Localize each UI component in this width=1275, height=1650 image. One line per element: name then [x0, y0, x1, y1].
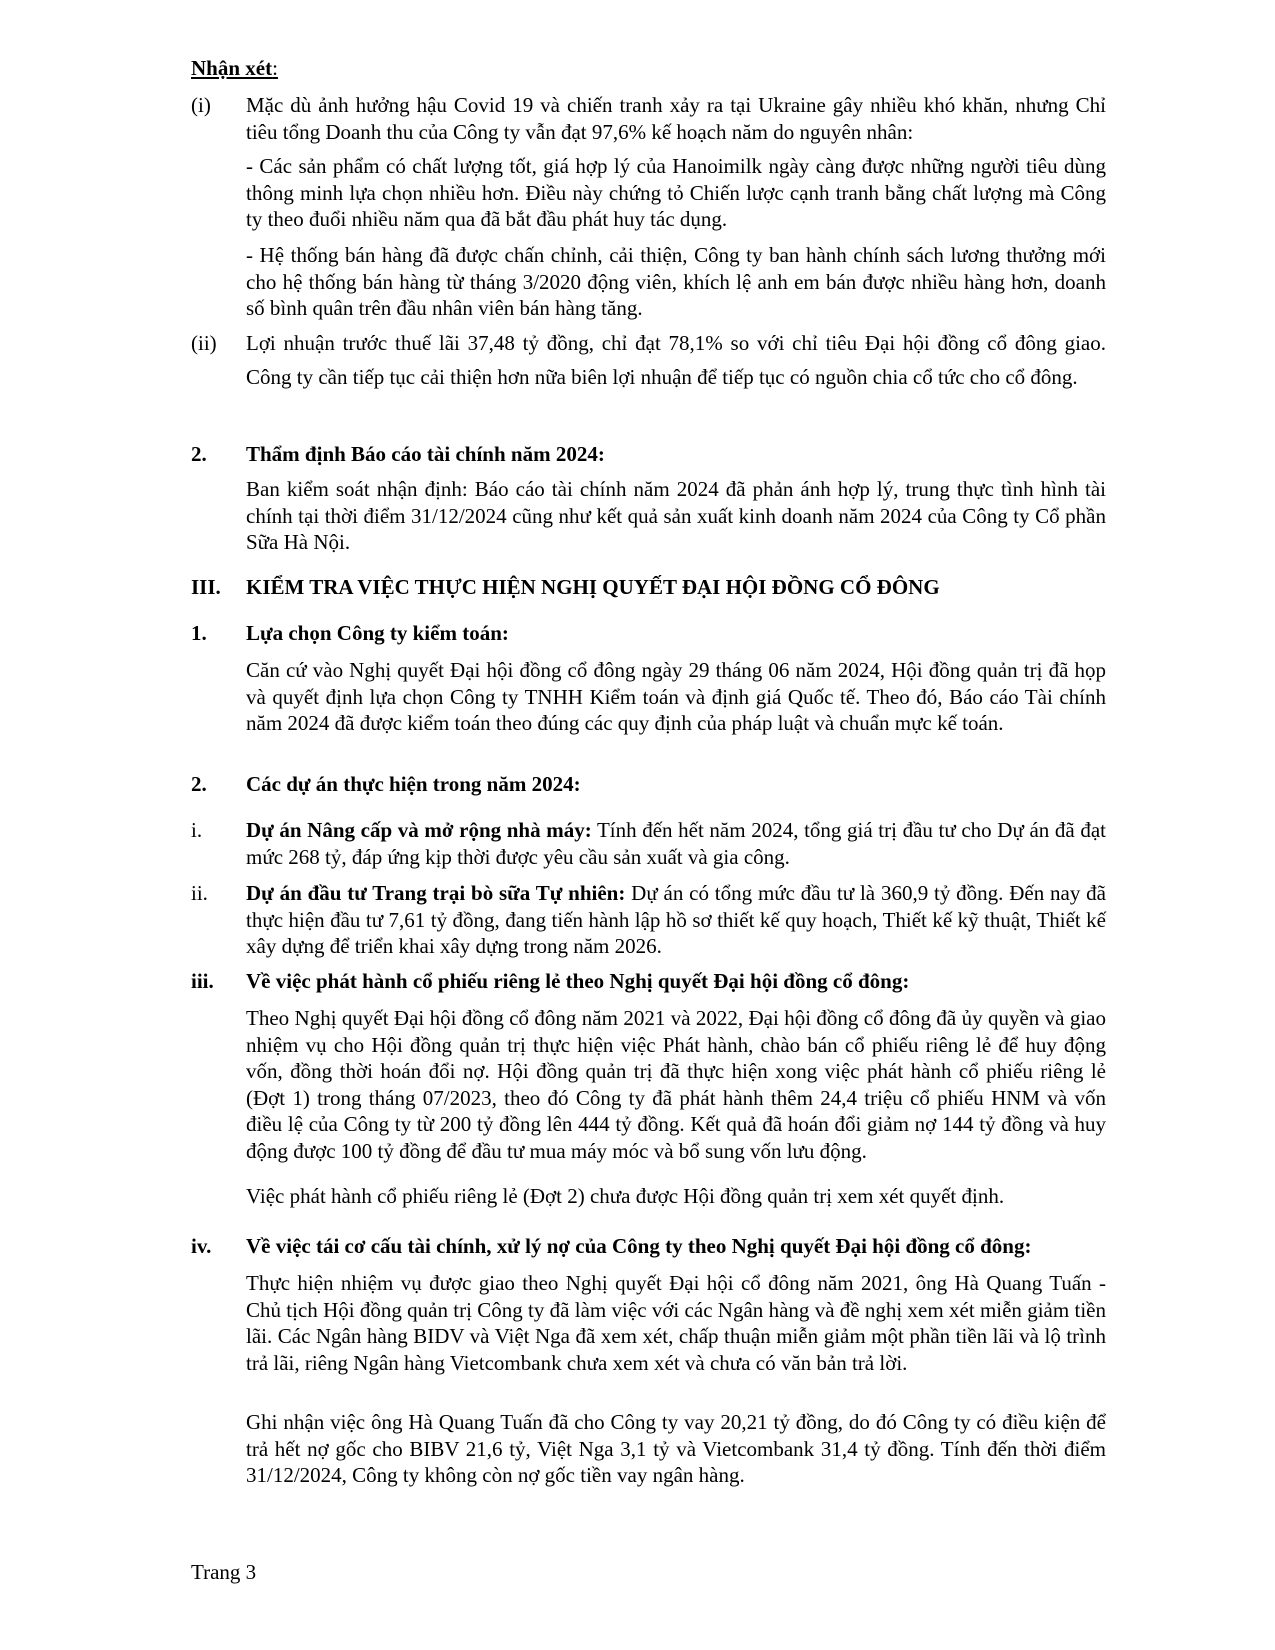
- item-i-marker: i.: [191, 818, 203, 842]
- section-2-text: Ban kiểm soát nhận định: Báo cáo tài chính năm 2024 đã phản ánh hợp lý, trung thực tình hình tài chính tại thời điểm 31/12/2024 cũng như kết quả sản xuất kinh doanh năm 2024 của Công ty Cổ phần Sữa Hà Nội.: [246, 477, 1106, 554]
- section-2-number: 2.: [191, 442, 207, 466]
- remarks-heading-colon: :: [272, 56, 278, 80]
- item-iii-title: Về việc phát hành cổ phiếu riêng lẻ theo Nghị quyết Đại hội đồng cổ đông:: [246, 969, 910, 993]
- section-III-title: KIỂM TRA VIỆC THỰC HIỆN NGHỊ QUYẾT ĐẠI HỘI ĐỒNG CỔ ĐÔNG: [246, 575, 940, 599]
- item-iii-text-2: Việc phát hành cổ phiếu riêng lẻ (Đợt 2) chưa được Hội đồng quản trị xem xét quyết định.: [246, 1184, 1005, 1208]
- page-number: Trang 3: [191, 1560, 257, 1584]
- remarks-heading-text: Nhận xét: [191, 56, 273, 80]
- item-iv-title: Về việc tái cơ cấu tài chính, xử lý nợ của Công ty theo Nghị quyết Đại hội đồng cổ đông:: [246, 1234, 1032, 1258]
- remark-ii-text: Lợi nhuận trước thuế lãi 37,48 tỷ đồng, chỉ đạt 78,1% so với chỉ tiêu Đại hội đồng cổ đông giao. Công ty cần tiếp tục cải thiện hơn nữa biên lợi nhuận để tiếp tục có nguồn chia cổ tức cho cổ đông.: [246, 331, 1106, 389]
- sub-2-title: Các dự án thực hiện trong năm 2024:: [246, 772, 581, 796]
- section-2-title: Thẩm định Báo cáo tài chính năm 2024:: [246, 442, 605, 466]
- section-III-number: III.: [191, 575, 221, 599]
- remark-i-text: Mặc dù ảnh hưởng hậu Covid 19 và chiến tranh xảy ra tại Ukraine gây nhiều khó khăn, nhưng Chỉ tiêu tổng Doanh thu của Công ty vẫn đạt 97,6% kế hoạch năm do nguyên nhân:: [246, 93, 1106, 144]
- remarks-heading: [191, 55, 278, 82]
- item-i-text: Tính đến hết năm 2024, tổng giá trị đầu tư cho Dự án đã đạt mức 268 tỷ, đáp ứng kịp thời được yêu cầu sản xuất và gia công.: [246, 818, 1106, 869]
- remark-i-marker: (i): [191, 93, 211, 117]
- item-iii-text: Theo Nghị quyết Đại hội đồng cổ đông năm 2021 và 2022, Đại hội đồng cổ đông đã ủy quyền và giao nhiệm vụ cho Hội đồng quản trị thực hiện việc Phát hành, chào bán cổ phiếu riêng lẻ để huy động vốn, đồng thời hoán đổi nợ. Hội đồng quản trị đã thực hiện xong việc phát hành cổ phiếu riêng lẻ (Đợt 1) trong tháng 07/2023, theo đó Công ty đã phát hành thêm 24,4 triệu cổ phiếu HNM và vốn điều lệ của Công ty từ 200 tỷ đồng lên 444 tỷ đồng. Kết quả đã hoán đổi giảm nợ 144 tỷ đồng và huy động được 100 tỷ đồng để đầu tư mua máy móc và bổ sung vốn lưu động.: [246, 1006, 1106, 1163]
- remark-i-bullet-2: - Hệ thống bán hàng đã được chấn chỉnh, cải thiện, Công ty ban hành chính sách lương thưởng mới cho hệ thống bán hàng từ tháng 3/2020 động viên, khích lệ anh em bán được nhiều hàng hơn, doanh số bình quân trên đầu nhân viên bán hàng tăng.: [246, 243, 1106, 320]
- item-ii-title: Dự án đầu tư Trang trại bò sữa Tự nhiên:: [246, 881, 626, 905]
- sub-2-number: 2.: [191, 772, 207, 796]
- item-iv-text: Thực hiện nhiệm vụ được giao theo Nghị quyết Đại hội cổ đông năm 2021, ông Hà Quang Tuấn - Chủ tịch Hội đồng quản trị Công ty đã làm việc với các Ngân hàng và đề nghị xem xét miễn giảm tiền lãi. Các Ngân hàng BIDV và Việt Nga đã xem xét, chấp thuận miễn giảm một phần tiền lãi và lộ trình trả lãi, riêng Ngân hàng Vietcombank chưa xem xét và chưa có văn bản trả lời.: [246, 1271, 1106, 1375]
- item-iv-text-2: Ghi nhận việc ông Hà Quang Tuấn đã cho Công ty vay 20,21 tỷ đồng, do đó Công ty có điều kiện để trả hết nợ gốc cho BIBV 21,6 tỷ, Việt Nga 3,1 tỷ và Vietcombank 31,4 tỷ đồng. Tính đến thời điểm 31/12/2024, Công ty không còn nợ gốc tiền vay ngân hàng.: [246, 1410, 1106, 1487]
- remark-ii-marker: (ii): [191, 331, 217, 355]
- sub-1-title: Lựa chọn Công ty kiểm toán:: [246, 621, 509, 645]
- item-i-title: Dự án Nâng cấp và mở rộng nhà máy:: [246, 818, 592, 842]
- item-ii-text: Dự án có tổng mức đầu tư là 360,9 tỷ đồng. Đến nay đã thực hiện đầu tư 7,61 tỷ đồng, đang tiến hành lập hồ sơ thiết kế quy hoạch, Thiết kế kỹ thuật, Thiết kế xây dựng để triển khai xây dựng trong năm 2026.: [246, 881, 1106, 958]
- item-iv-marker: iv.: [191, 1234, 212, 1258]
- item-i-body: [246, 817, 1106, 870]
- sub-1-number: 1.: [191, 621, 207, 645]
- item-ii-body: [246, 880, 1106, 960]
- sub-1-text: Căn cứ vào Nghị quyết Đại hội đồng cổ đông ngày 29 tháng 06 năm 2024, Hội đồng quản trị đã họp và quyết định lựa chọn Công ty TNHH Kiểm toán và định giá Quốc tế. Theo đó, Báo cáo Tài chính năm 2024 đã được kiểm toán theo đúng các quy định của pháp luật và chuẩn mực kế toán.: [246, 658, 1106, 735]
- item-iii-marker: iii.: [191, 969, 214, 993]
- remark-i-bullet-1: - Các sản phẩm có chất lượng tốt, giá hợp lý của Hanoimilk ngày càng được những người tiêu dùng thông minh lựa chọn nhiều hơn. Điều này chứng tỏ Chiến lược cạnh tranh bằng chất lượng mà Công ty theo đuổi nhiều năm qua đã bắt đầu phát huy tác dụng.: [246, 154, 1106, 231]
- item-ii-marker: ii.: [191, 881, 208, 905]
